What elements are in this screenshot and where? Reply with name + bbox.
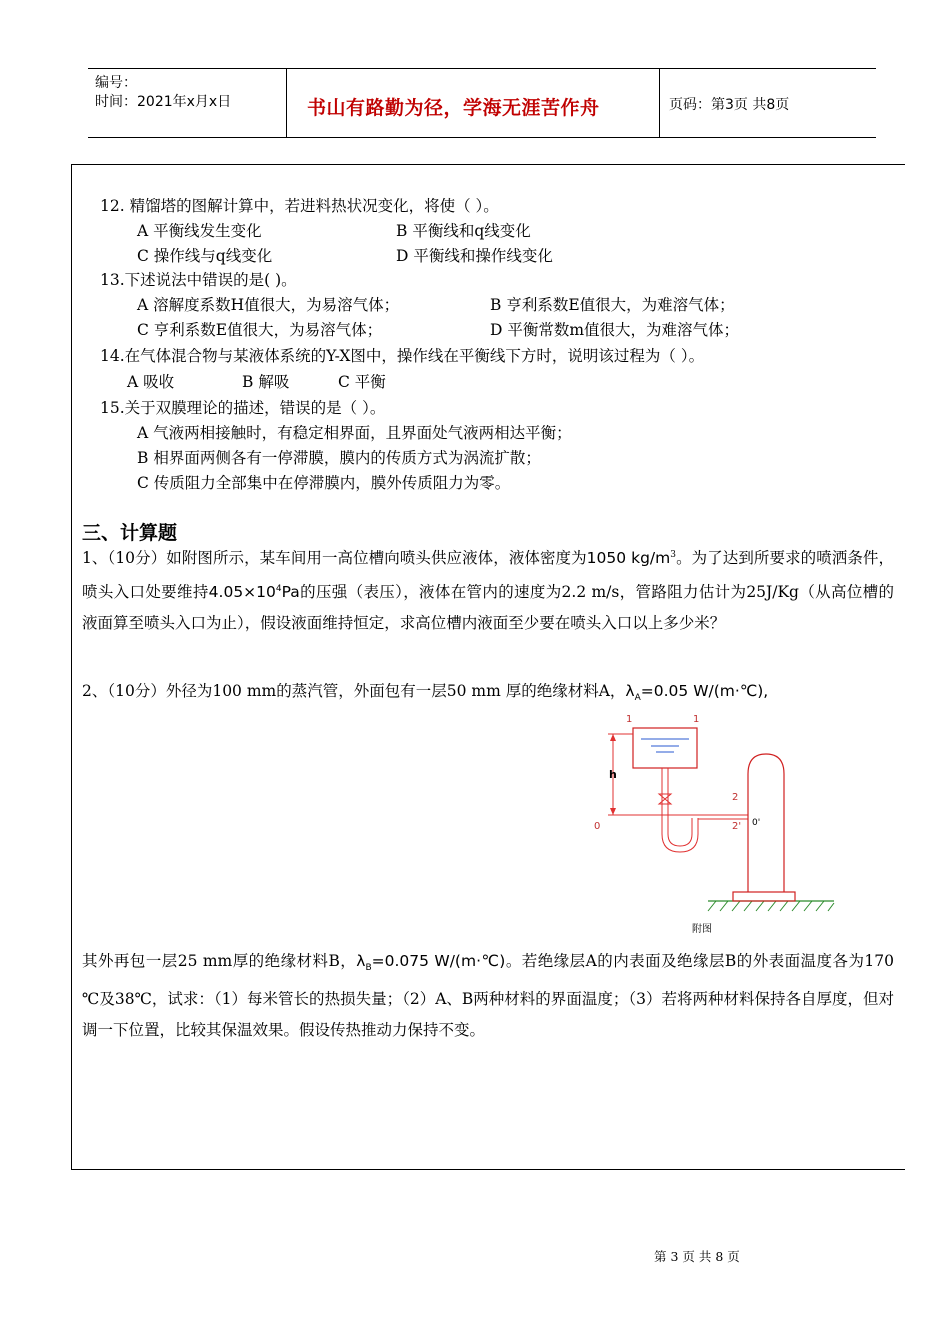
q15-stem: 15.关于双膜理论的描述，错误的是（ ）。 xyxy=(100,399,386,417)
high-tank xyxy=(633,728,697,768)
q13-option-a: A 溶解度系数H值很大，为易溶气体； xyxy=(137,296,400,314)
problem-1 xyxy=(82,540,894,639)
problem-1-part-b: 。为了达到所要求的喷洒条件，喷头入口处要维持 xyxy=(82,549,894,602)
figure-svg xyxy=(588,706,838,938)
pressure-value: 4.05×10 xyxy=(208,583,276,602)
problem-2-part-a: 2、（10分）外径为100 mm的蒸汽管，外面包有一层50 mm 厚的绝缘材料A， xyxy=(82,682,626,700)
figure-caption: 附图 xyxy=(692,924,712,935)
q15-option-c: C 传质阻力全部集中在停滞膜内，膜外传质阻力为零。 xyxy=(137,474,511,492)
figure-tank-nozzle xyxy=(588,706,838,938)
page-info: 页码：第3页 共8页 xyxy=(669,97,790,113)
header-left-cell xyxy=(88,69,286,137)
page-header xyxy=(88,68,876,138)
tower-base xyxy=(733,892,795,901)
q13-option-d: D 平衡常数m值很大，为难溶气体； xyxy=(490,321,740,339)
q12-option-c: C 操作线与q线变化 xyxy=(137,247,273,265)
label-2: 2 xyxy=(732,792,739,803)
lambda-a-symbol: λ xyxy=(625,682,635,700)
q12-option-a: A 平衡线发生变化 xyxy=(137,222,262,240)
h-arrow-top xyxy=(610,734,616,741)
q15-option-b: B 相界面两侧各有一停滞膜，膜内的传质方式为涡流扩散； xyxy=(137,449,541,467)
label-1-right: 1 xyxy=(693,714,700,725)
problem-2-part-c: 。若绝缘层A的内表面及绝缘层B的外表面温度各为170 ℃及38℃，试求：（1）每米管长的热损失量；（2）A、B两种材料的界面温度；（3）若将两种材料保持各自厚度，但对调一下位置，比较其保温效果。假设传热推动力保持不变。 xyxy=(82,952,894,1040)
problem-2-part-b: 其外再包一层25 mm厚的绝缘材料B， xyxy=(82,952,357,970)
page-footer: 第 3 页 共 8 页 xyxy=(654,1249,740,1264)
q14-stem: 14.在气体混合物与某液体系统的Y-X图中，操作线在平衡线下方时，说明该过程为（ ）。 xyxy=(100,347,705,365)
lambda-a-subscript: A xyxy=(634,693,641,704)
lambda-b-value: =0.075 W/(m·℃) xyxy=(371,952,506,970)
lambda-b-subscript: B xyxy=(365,963,372,974)
doc-number-label: 编号： xyxy=(95,75,137,91)
q13-option-c: C 亨利系数E值很大，为易溶气体； xyxy=(137,321,383,339)
label-0-prime: 0' xyxy=(752,818,761,828)
label-h: h xyxy=(609,768,617,781)
h-arrow-bottom xyxy=(610,808,616,815)
header-motto: 书山有路勤为径，学海无涯苦作舟 xyxy=(307,97,600,119)
doc-time: 时间：2021年x月x日 xyxy=(95,94,232,110)
lambda-b-symbol: λ xyxy=(356,952,366,970)
density-value: 1050 kg/m xyxy=(586,549,671,568)
valve-icon xyxy=(659,794,671,804)
label-1-left: 1 xyxy=(626,714,633,725)
q14-option-c: C 平衡 xyxy=(338,373,386,391)
lambda-a-value: =0.05 W/(m·℃), xyxy=(640,682,769,700)
density-exponent: 3 xyxy=(670,550,676,560)
problem-1-part-a: 1、（10分）如附图所示，某车间用一高位槽向喷头供应液体，液体密度为 xyxy=(82,549,587,568)
pressure-unit: Pa xyxy=(281,583,300,602)
problem-1-part-c: 的压强（表压），液体在管内的速度为2.2 m/s，管路阻力估计为25J/Kg（从高位槽的液面算至喷头入口为止），假设液面维持恒定，求高位槽内液面至少要在喷头入口以上多少米？ xyxy=(82,583,894,633)
section-title: 三、计算题 xyxy=(82,522,178,544)
q15-option-a: A 气液两相接触时，有稳定相界面，且界面处气液两相达平衡； xyxy=(137,424,572,442)
u-bend-inner xyxy=(668,806,692,846)
q12-option-b: B 平衡线和q线变化 xyxy=(396,222,531,240)
label-2-prime: 2' xyxy=(732,821,742,832)
q13-stem: 13.下述说法中错误的是( )。 xyxy=(100,271,297,289)
q14-option-a: A 吸收 xyxy=(127,373,175,391)
ground-hatch xyxy=(708,901,834,911)
problem-2-continued xyxy=(82,946,894,1046)
u-bend-outer xyxy=(662,806,698,852)
q12-stem: 12. 精馏塔的图解计算中，若进料热状况变化，将使（ ）。 xyxy=(100,197,499,215)
header-right-cell xyxy=(659,69,875,137)
q12-option-d: D 平衡线和操作线变化 xyxy=(396,247,553,265)
q13-option-b: B 亨利系数E值很大，为难溶气体； xyxy=(490,296,735,314)
header-center-cell xyxy=(286,69,660,137)
label-0: 0 xyxy=(594,821,601,832)
pressure-exponent: 4 xyxy=(275,584,282,595)
q14-option-b: B 解吸 xyxy=(242,373,290,391)
